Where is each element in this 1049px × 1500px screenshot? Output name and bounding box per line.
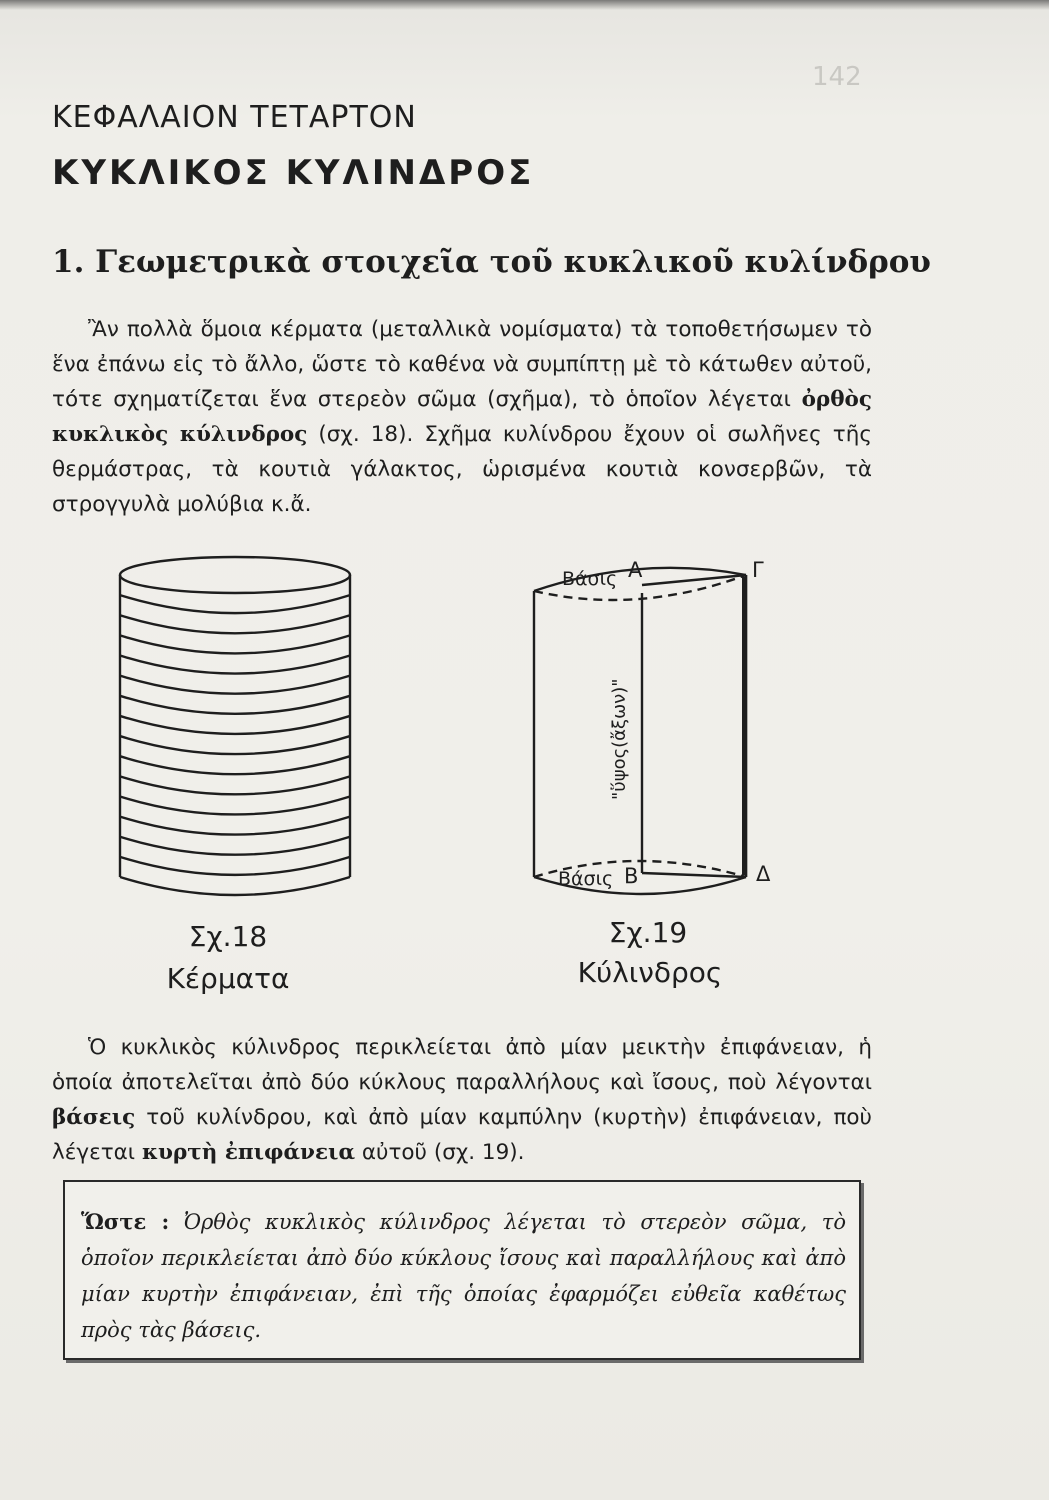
- coin-edge: [120, 736, 350, 754]
- coin-edge: [120, 656, 350, 674]
- height-axis-label: "ὕψος(ἄξων)": [609, 678, 630, 800]
- coin-top-face: [120, 557, 350, 593]
- figure-19-label: Σχ.19: [608, 916, 688, 949]
- page-top-shadow: [0, 0, 1049, 10]
- term-curved-surface: κυρτὴ ἐπιφάνεια: [141, 1140, 355, 1165]
- coin-edge: [120, 776, 350, 794]
- intro-paragraph: [52, 312, 872, 522]
- term-right-circular-cylinder: ὀρθὸς κυκλικὸς κύλινδρος: [52, 387, 872, 447]
- page-number: 142: [812, 62, 862, 92]
- definition-text: [81, 1204, 846, 1348]
- figure-19-cylinder: [520, 555, 790, 910]
- definition-body: Ὀρθὸς κυκλικὸς κύλινδρος λέγεται τὸ στερεὸν σῶμα, τὸ ὁποῖον περικλείεται ἀπὸ δύο κύκλους ἴσους καὶ παραλλήλους καὶ ἀπὸ μίαν κυρτὴν ἐπιφάνειαν, ἐπὶ τῆς ὁποίας ἐφαρμόζει εὐθεῖα καθέτως πρὸς τὰς βάσεις.: [81, 1210, 846, 1342]
- point-b-label: Β: [624, 864, 639, 888]
- coin-edge: [120, 676, 350, 694]
- bottom-base-label: Βάσις: [558, 868, 614, 890]
- desc-text-2: τοῦ κυλίνδρου, καὶ ἀπὸ μίαν καμπύλην (κυρτὴν) ἐπιφάνειαν, ποὺ λέγεται: [52, 1105, 872, 1165]
- section-heading: 1. Γεωμετρικὰ στοιχεῖα τοῦ κυκλικοῦ κυλίνδρου: [52, 244, 931, 280]
- figure-18-label: Σχ.18: [188, 920, 268, 953]
- intro-text-1: Ἂν πολλὰ ὅμοια κέρματα (μεταλλικὰ νομίσματα) τὰ τοποθετήσωμεν τὸ ἕνα ἐπάνω εἰς τὸ ἄλλο, ὥστε τὸ καθένα νὰ συμπίπτῃ μὲ τὸ κάτωθεν αὐτοῦ, τότε σχηματίζεται ἕνα στερεὸν σῶμα (σχῆμα), τὸ ὁποῖον λέγεται: [52, 317, 872, 412]
- coin-edge: [120, 837, 350, 855]
- figure-19-name: Κύλινδρος: [577, 956, 723, 989]
- point-a-label: Α: [628, 558, 643, 582]
- desc-text-1: Ὁ κυκλικὸς κύλινδρος περικλείεται ἀπὸ μίαν μεικτὴν ἐπιφάνειαν, ἡ ὁποία ἀποτελεῖται ἀπὸ δύο κύκλους παραλλήλους καὶ ἴσους, ποὺ λέγονται: [52, 1035, 872, 1095]
- chapter-label: ΚΕΦΑΛΑΙΟΝ ΤΕΤΑΡΤΟΝ: [52, 100, 417, 135]
- top-base-label: Βάσις: [562, 568, 618, 590]
- coin-edge: [120, 877, 350, 895]
- coin-edge: [120, 796, 350, 814]
- chapter-title: ΚΥΚΛΙΚΟΣ ΚΥΛΙΝΔΡΟΣ: [52, 153, 535, 193]
- coin-edge: [120, 857, 350, 875]
- figure-18-coins: [112, 555, 362, 905]
- coin-edge: [120, 595, 350, 613]
- point-d-label: Δ: [756, 862, 771, 886]
- term-bases: βάσεις: [52, 1105, 136, 1130]
- description-paragraph: [52, 1030, 872, 1170]
- coin-edge: [120, 696, 350, 714]
- point-g-label: Γ: [752, 558, 764, 582]
- coin-edge: [120, 635, 350, 653]
- desc-text-3: αὐτοῦ (σχ. 19).: [361, 1140, 525, 1165]
- figure-18-name: Κέρματα: [166, 962, 290, 995]
- coin-edge: [120, 716, 350, 734]
- coin-edge: [120, 756, 350, 774]
- coin-edge: [120, 615, 350, 633]
- intro-text-2: (σχ. 18). Σχῆμα κυλίνδρου ἔχουν οἱ σωλῆνες τῆς θερμάστρας, τὰ κουτιὰ γάλακτος, ὡρισμένα κουτιὰ κονσερβῶν, τὰ στρογγυλὰ μολύβια κ.ἄ.: [52, 422, 872, 517]
- definition-box: [63, 1180, 861, 1360]
- definition-lead: Ὥστε :: [81, 1209, 170, 1234]
- coin-edge: [120, 817, 350, 835]
